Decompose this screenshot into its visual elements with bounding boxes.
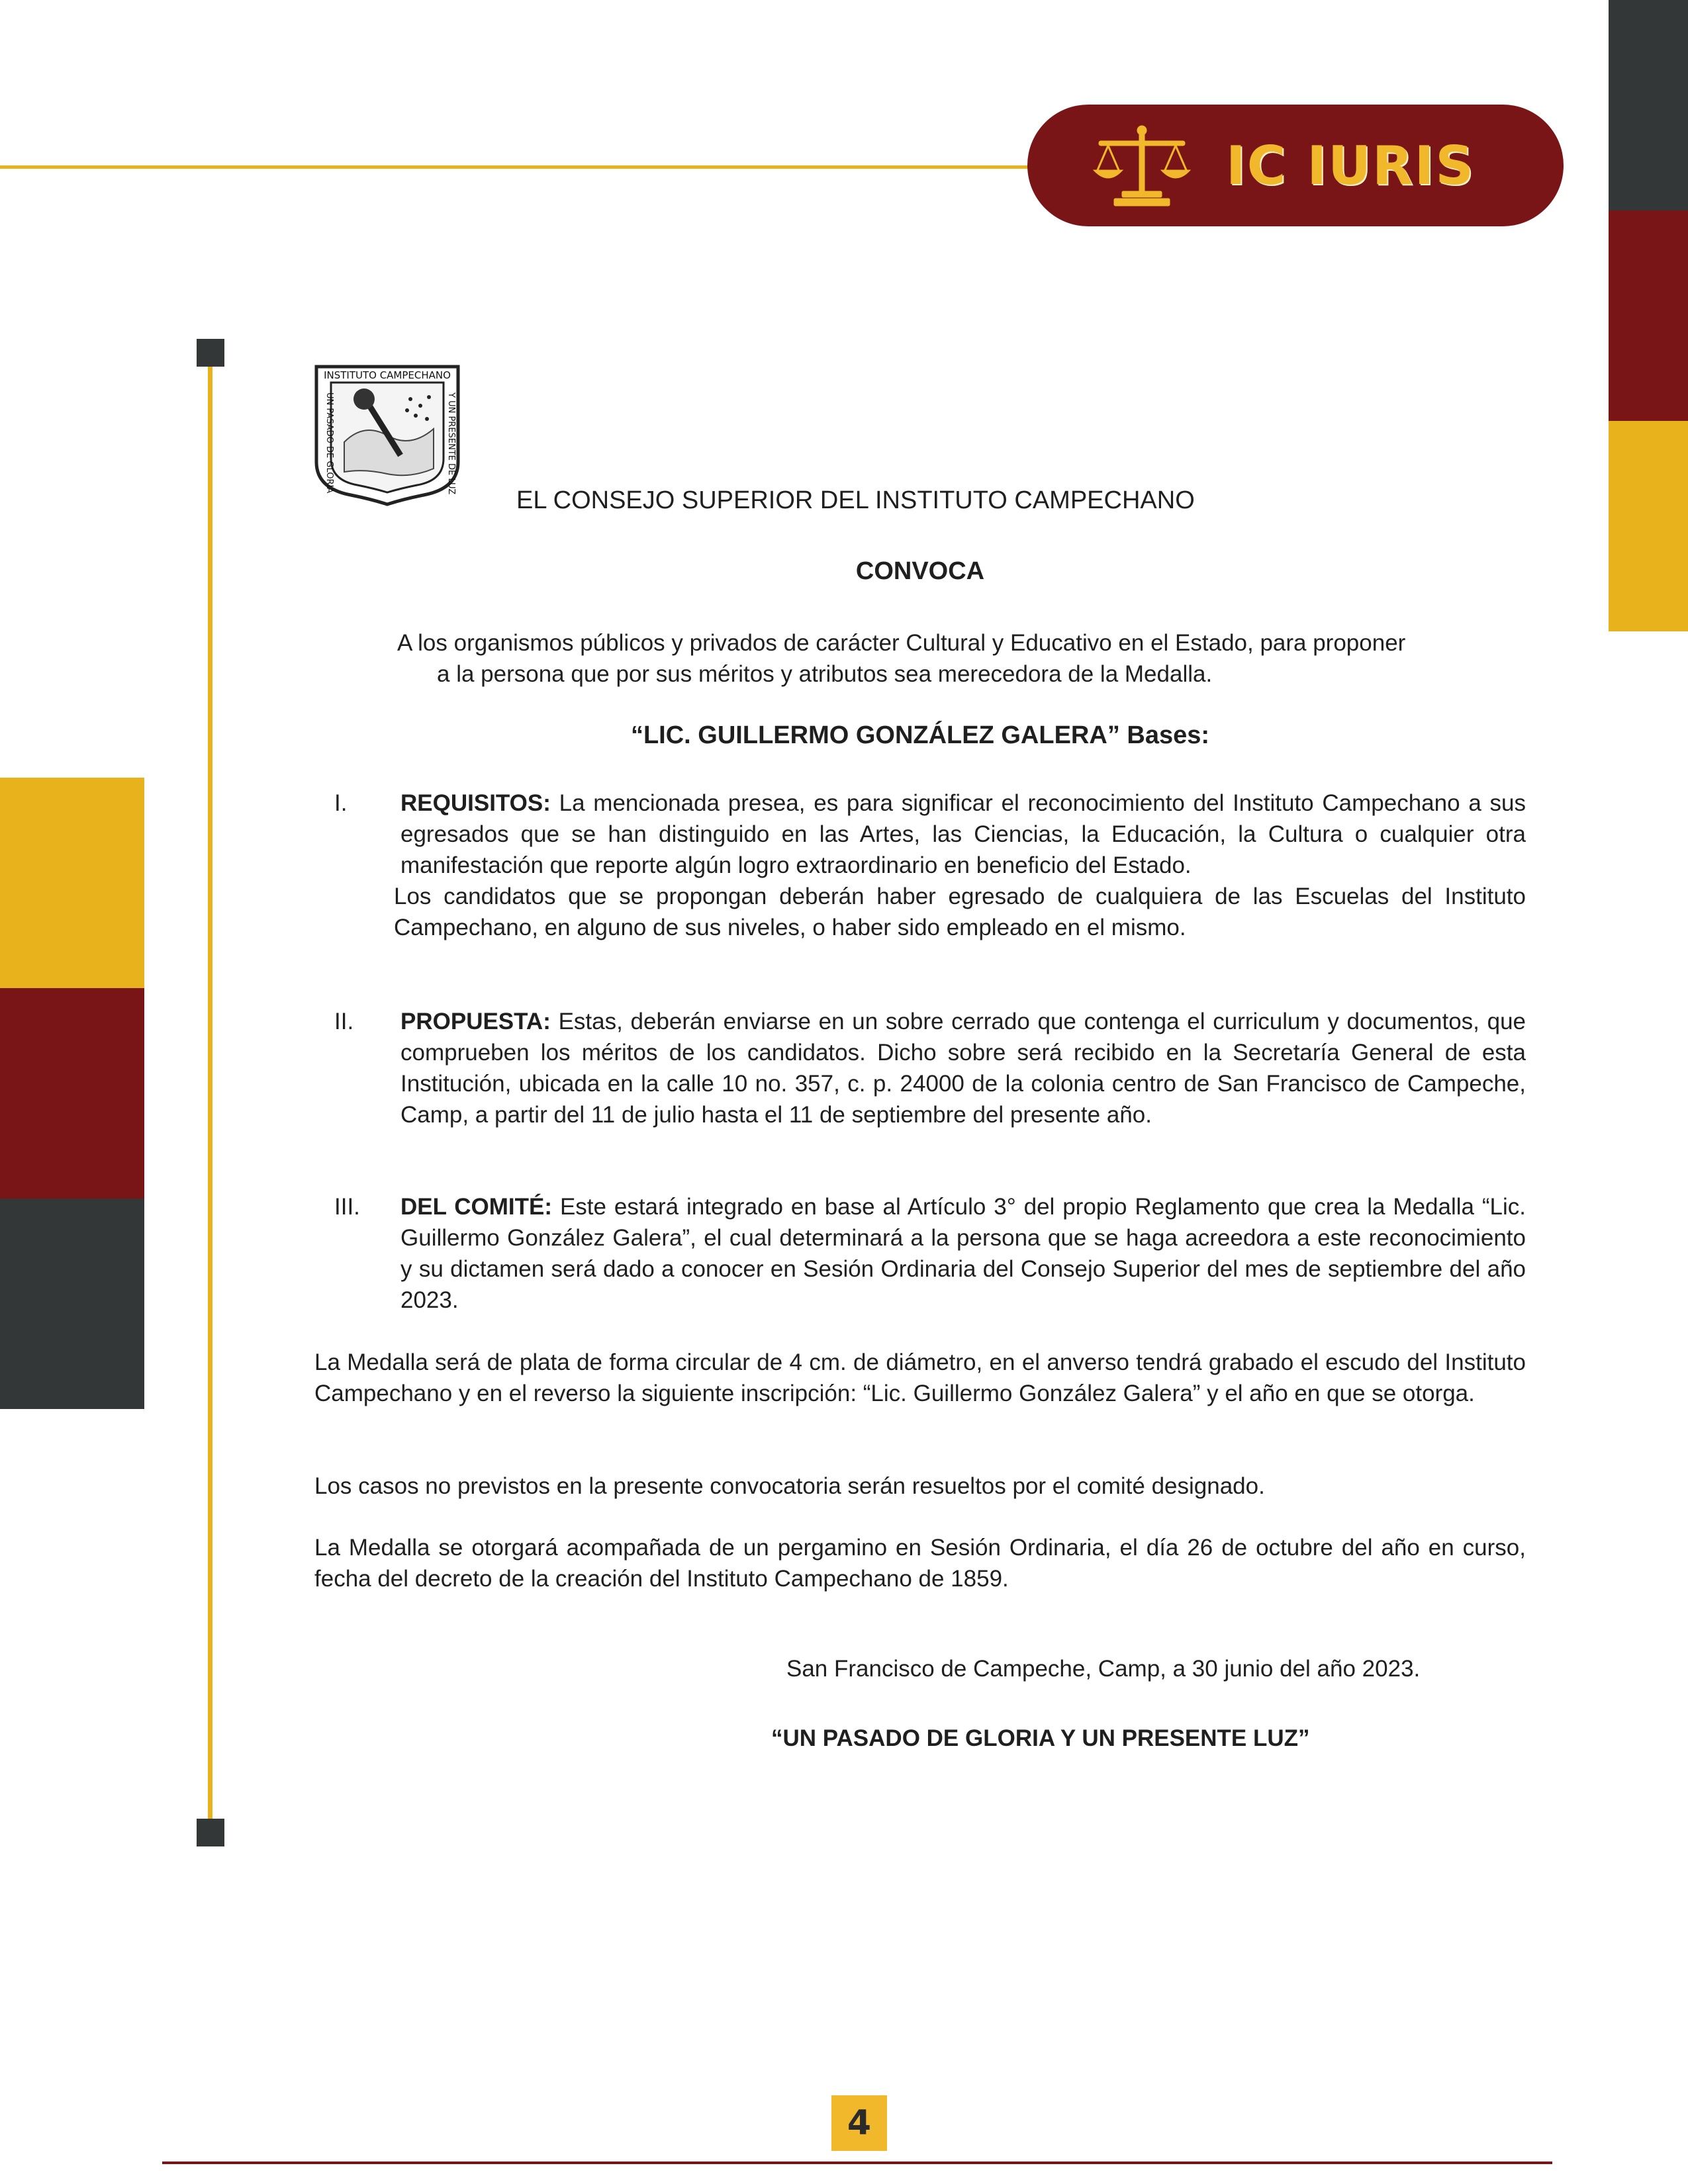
- document-heading: EL CONSEJO SUPERIOR DEL INSTITUTO CAMPECHANO: [516, 486, 1195, 514]
- page-number: 4: [831, 2095, 887, 2151]
- paragraph-unforeseen-cases: Los casos no previstos en la presente convocatoria serán resueltos por el comité designado.: [314, 1473, 1265, 1499]
- section-number: II.: [334, 1009, 354, 1034]
- paragraph-medal-description: La Medalla será de plata de forma circular de 4 cm. de diámetro, en el anverso tendrá grabado el escudo del Instituto Campechano y en el reverso la siguiente inscripción: “Lic. Guillermo González Galera” y el año en que se otorga.: [314, 1349, 1526, 1406]
- section-text: Estas, deberán enviarse en un sobre cerrado que contenga el curriculum y documentos, que comprueben los méritos de los candidatos. Dicho sobre será recibido en la Secretaría General de esta Institución, ubicada en la calle 10 no. 357, c. p. 24000 de la colonia centro de San Francisco de Campeche, Camp, a partir del 11 de julio hasta el 11 de septiembre del presente año.: [400, 1009, 1526, 1128]
- institute-seal: [311, 363, 463, 508]
- scales-of-justice-icon: [1092, 122, 1192, 208]
- vertical-rule-cap-top: [197, 339, 224, 367]
- left-strip-dark: [0, 1199, 144, 1409]
- motto: “UN PASADO DE GLORIA Y UN PRESENTE LUZ”: [771, 1725, 1310, 1751]
- intro-paragraph: [397, 627, 1526, 690]
- section-requisitos: [318, 788, 1526, 943]
- section-number: III.: [334, 1194, 360, 1220]
- place-and-date: San Francisco de Campeche, Camp, a 30 junio del año 2023.: [786, 1656, 1421, 1682]
- paragraph-award-ceremony: La Medalla se otorgará acompañada de un pergamino en Sesión Ordinaria, el día 26 de octubre del año en curso, fecha del decreto de la creación del Instituto Campechano de 1859.: [314, 1535, 1526, 1592]
- section-del-comite: [318, 1191, 1526, 1316]
- right-strip-red: [1609, 210, 1688, 421]
- convoca-title: CONVOCA: [855, 557, 985, 585]
- brand-badge: [1027, 105, 1564, 226]
- seal-right-text: Y UN PRESENTE DE LUZ: [446, 392, 456, 495]
- section-label: PROPUESTA:: [400, 1009, 551, 1034]
- intro-line-1: A los organismos públicos y privados de carácter Cultural y Educativo en el Estado, para proponer: [397, 630, 1406, 656]
- left-strip-red: [0, 988, 144, 1199]
- intro-line-2: a la persona que por sus méritos y atributos sea merecedora de la Medalla.: [437, 661, 1213, 687]
- left-strip-yellow: [0, 778, 144, 988]
- right-strip-dark: [1609, 0, 1688, 210]
- brand-name: IC IURIS: [1226, 134, 1476, 197]
- seal-top-text: INSTITUTO CAMPECHANO: [324, 369, 451, 381]
- section-propuesta: [318, 1006, 1526, 1130]
- footer-rule: [162, 2161, 1552, 2164]
- section-text: Este estará integrado en base al Artículo 3° del propio Reglamento que crea la Medalla “Lic. Guillermo González Galera”, el cual determinará a la persona que se haga acreedora a este reconocimiento y su dictamen será dado a conocer en Sesión Ordinaria del Consejo Superior del mes de septiembre del año 2023.: [400, 1194, 1526, 1313]
- section-number: I.: [334, 790, 348, 816]
- section-extra-text: Los candidatos que se propongan deberán haber egresado de cualquiera de las Escuelas del Instituto Campechano, en alguno de sus niveles, o haber sido empleado en el mismo.: [394, 884, 1526, 940]
- section-label: REQUISITOS:: [400, 790, 551, 816]
- section-text: La mencionada presea, es para significar el reconocimiento del Instituto Campechano a sus egresados que se han distinguido en las Artes, las Ciencias, la Educación, la Cultura o cualquier otra manifestación que reporte algún logro extraordinario en beneficio del Estado.: [400, 790, 1526, 878]
- seal-left-text: UN PASADO DE GLORIA: [324, 392, 334, 494]
- right-strip-yellow: [1609, 421, 1688, 631]
- medal-title: “LIC. GUILLERMO GONZÁLEZ GALERA” Bases:: [630, 721, 1210, 749]
- vertical-rule-cap-bottom: [197, 1819, 224, 1846]
- section-label: DEL COMITÉ:: [400, 1194, 553, 1220]
- header-rule: [0, 165, 1033, 169]
